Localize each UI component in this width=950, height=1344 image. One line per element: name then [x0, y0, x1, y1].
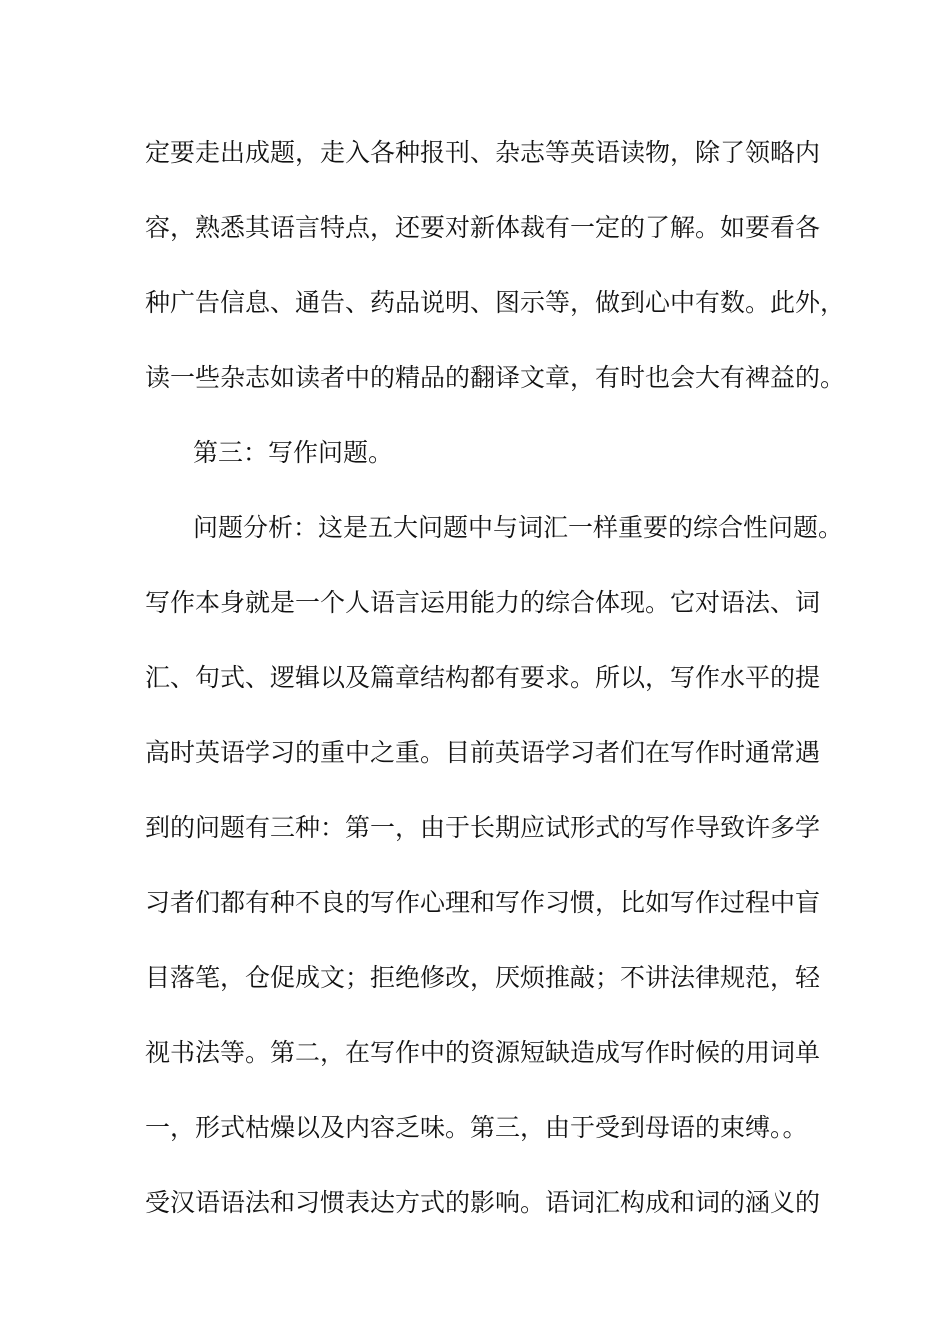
- text-line: 种广告信息、通告、药品说明、图示等，做到心中有数。此外，: [145, 288, 846, 317]
- text-line: 受汉语语法和习惯表达方式的影响。语词汇构成和词的涵义的: [145, 1188, 821, 1217]
- text-line: 定要走出成题，走入各种报刊、杂志等英语读物，除了领略内: [145, 138, 821, 167]
- text-line: 习者们都有种不良的写作心理和写作习惯，比如写作过程中盲: [145, 888, 821, 917]
- section-heading: 第三：写作问题。: [193, 438, 394, 467]
- body-text: [145, 130, 846, 1255]
- text-line: 高时英语学习的重中之重。目前英语学习者们在写作时通常遇: [145, 738, 821, 767]
- paragraph-start: 问题分析：这是五大问题中与词汇一样重要的综合性问题。: [193, 513, 844, 542]
- text-line: 目落笔，仓促成文；拒绝修改，厌烦推敲；不讲法律规范，轻: [145, 963, 821, 992]
- text-line: 汇、句式、逻辑以及篇章结构都有要求。所以，写作水平的提: [145, 663, 821, 692]
- text-line: 视书法等。第二，在写作中的资源短缺造成写作时候的用词单: [145, 1038, 821, 1067]
- text-line: 到的问题有三种：第一，由于长期应试形式的写作导致许多学: [145, 813, 821, 842]
- text-line: 写作本身就是一个人语言运用能力的综合体现。它对语法、词: [145, 588, 821, 617]
- text-line: 容，熟悉其语言特点，还要对新体裁有一定的了解。如要看各: [145, 213, 821, 242]
- text-line: 读一些杂志如读者中的精品的翻译文章，有时也会大有裨益的。: [145, 363, 846, 392]
- text-line: 一，形式枯燥以及内容乏味。第三，由于受到母语的束缚。。: [145, 1113, 808, 1142]
